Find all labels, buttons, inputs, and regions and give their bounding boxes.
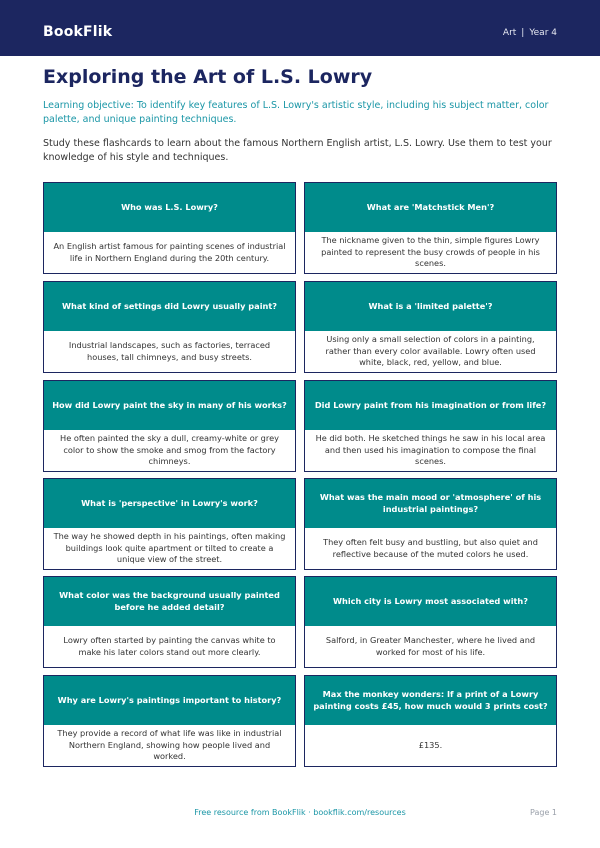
- flashcard-question: Which city is Lowry most associated with?: [305, 577, 556, 626]
- subject-label: Art: [502, 28, 517, 38]
- flashcard-question: What is a 'limited palette'?: [305, 282, 556, 331]
- flashcard[interactable]: [43, 675, 296, 767]
- flashcard-answer: Using only a small selection of colors in a painting, rather than every color available. Lowry often used white, black, red, yellow, and blue.: [325, 334, 536, 368]
- flashcard[interactable]: [43, 478, 296, 570]
- year-label: Year 4: [529, 28, 557, 38]
- flashcard-answer: They often felt busy and bustling, but also quiet and reflective because of the muted colors he used.: [323, 537, 538, 559]
- flashcard-question: What kind of settings did Lowry usually paint?: [44, 282, 295, 331]
- flashcard-question: How did Lowry paint the sky in many of his works?: [44, 381, 295, 430]
- flashcard-question: Max the monkey wonders: If a print of a Lowry painting costs £45, how much would 3 prints cost?: [305, 676, 556, 725]
- flashcard-question: What color was the background usually painted before he added detail?: [44, 577, 295, 626]
- flashcard-answer: An English artist famous for painting scenes of industrial life in Northern England during the 20th century.: [53, 241, 286, 263]
- flashcard-answer: He did both. He sketched things he saw in his local area and then used his imagination to compose the final scenes.: [315, 433, 546, 467]
- brand-logo[interactable]: BookFlik: [43, 24, 113, 40]
- subject-year-label: [503, 27, 557, 39]
- flashcard[interactable]: [43, 576, 296, 668]
- separator: |: [521, 28, 525, 38]
- learning-objective: Learning objective: To identify key features of L.S. Lowry's artistic style, including his subject matter, color palette, and unique painting techniques.: [43, 100, 549, 125]
- flashcard[interactable]: [304, 478, 557, 570]
- flashcard[interactable]: [43, 182, 296, 274]
- flashcard[interactable]: [43, 380, 296, 472]
- flashcard[interactable]: [304, 380, 557, 472]
- flashcard[interactable]: [304, 182, 557, 274]
- flashcard-question: Who was L.S. Lowry?: [44, 183, 295, 232]
- flashcard-question: What is 'perspective' in Lowry's work?: [44, 479, 295, 528]
- footer-resource-link[interactable]: Free resource from BookFlik · bookflik.com/resources: [194, 808, 406, 817]
- flashcard-answer: Lowry often started by painting the canvas white to make his later colors stand out more clearly.: [63, 635, 276, 657]
- flashcard-answer: The way he showed depth in his paintings, often making buildings look quite apartment or tilted to create a unique view of the street.: [53, 531, 286, 565]
- flashcard-answer: The nickname given to the thin, simple figures Lowry painted to represent the busy crowds of people in his scenes.: [321, 235, 540, 269]
- flashcard-question: What are 'Matchstick Men'?: [305, 183, 556, 232]
- flashcard[interactable]: [43, 281, 296, 373]
- flashcard-question: Did Lowry paint from his imagination or from life?: [305, 381, 556, 430]
- flashcard[interactable]: [304, 675, 557, 767]
- flashcard-answer: £135.: [418, 739, 443, 750]
- flashcard-answer: They provide a record of what life was like in industrial Northern England, showing how people lived and worked.: [57, 728, 282, 762]
- flashcard[interactable]: [304, 281, 557, 373]
- flashcard-answer: He often painted the sky a dull, creamy-white or grey color to show the smoke and smog from the factory chimneys.: [60, 433, 279, 467]
- flashcard[interactable]: [304, 576, 557, 668]
- page-number: Page 1: [530, 808, 557, 817]
- flashcard-answer: Salford, in Greater Manchester, where he lived and worked for most of his life.: [325, 635, 536, 657]
- flashcard-question: What was the main mood or 'atmosphere' of his industrial paintings?: [305, 479, 556, 528]
- intro-text: Study these flashcards to learn about the famous Northern English artist, L.S. Lowry. Use them to test your knowledge of his style and techniques.: [43, 138, 552, 163]
- flashcard-answer: Industrial landscapes, such as factories, terraced houses, tall chimneys, and busy streets.: [68, 340, 271, 362]
- flashcard-question: Why are Lowry's paintings important to history?: [44, 676, 295, 725]
- page-title: Exploring the Art of L.S. Lowry: [43, 66, 373, 88]
- page-header: [0, 0, 600, 56]
